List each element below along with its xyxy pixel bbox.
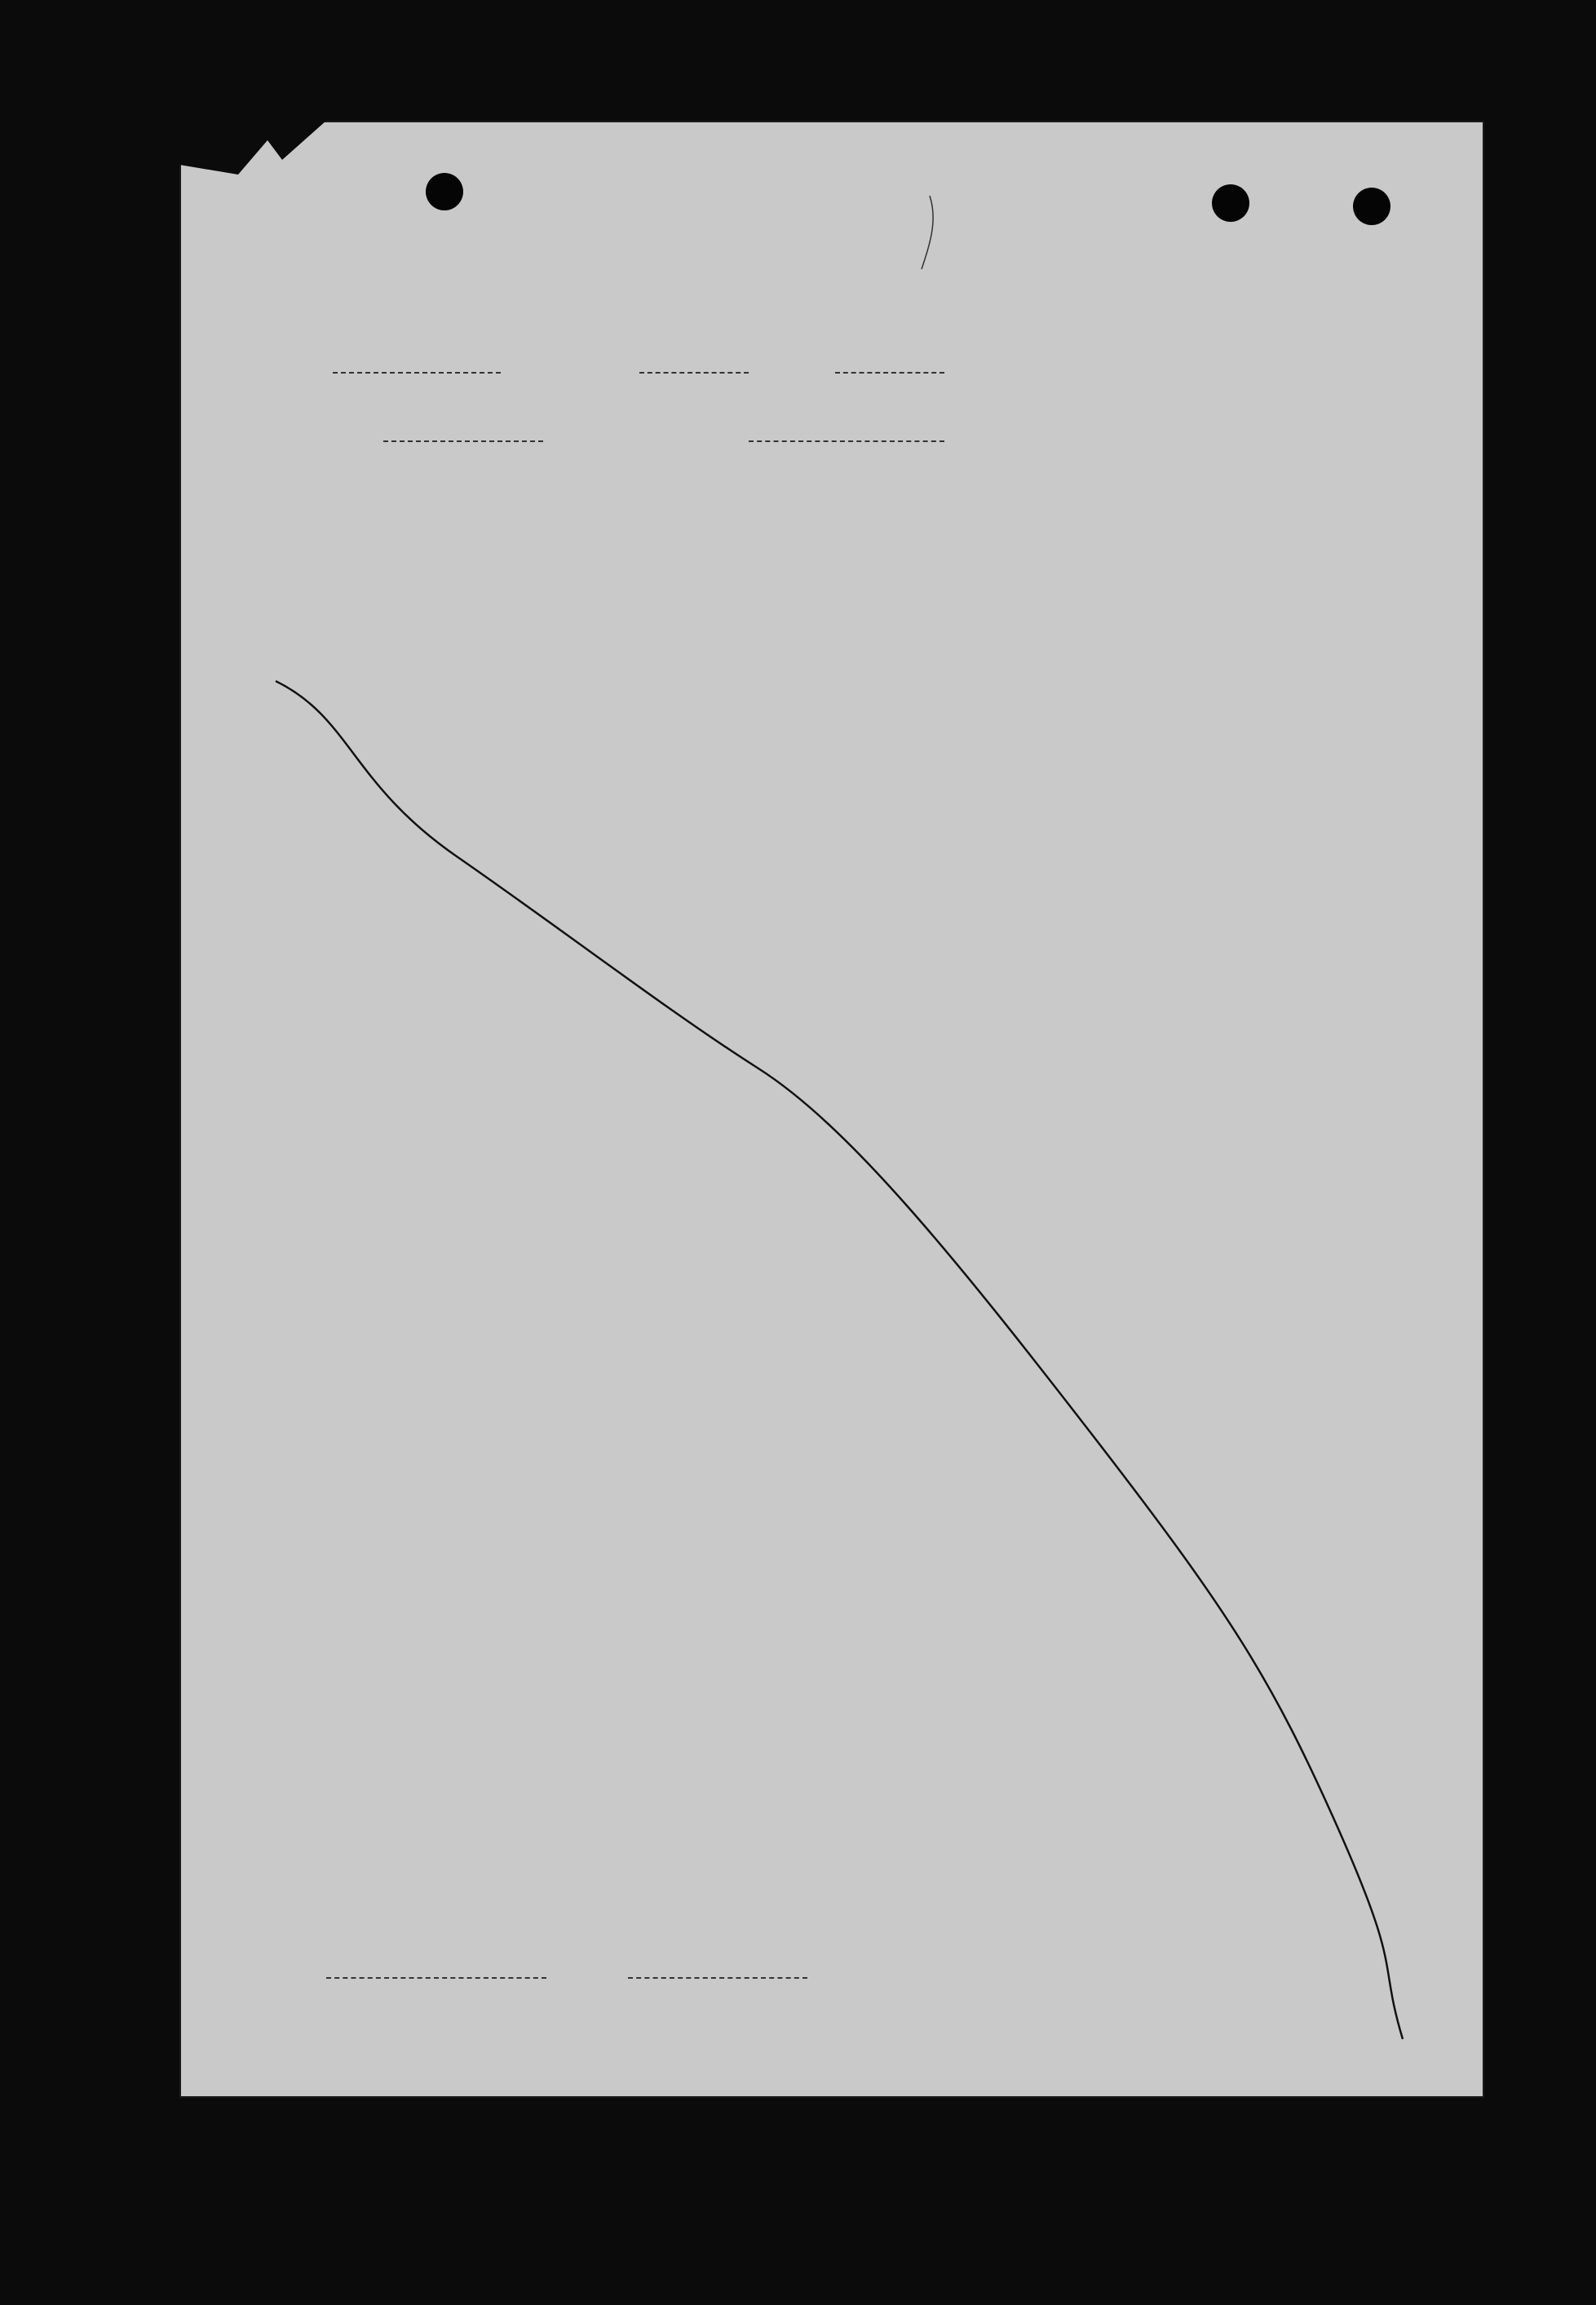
manifest-sheet <box>179 121 1484 2098</box>
punch-hole <box>1353 188 1390 225</box>
punch-hole <box>1212 184 1249 222</box>
punch-hole <box>426 173 463 210</box>
